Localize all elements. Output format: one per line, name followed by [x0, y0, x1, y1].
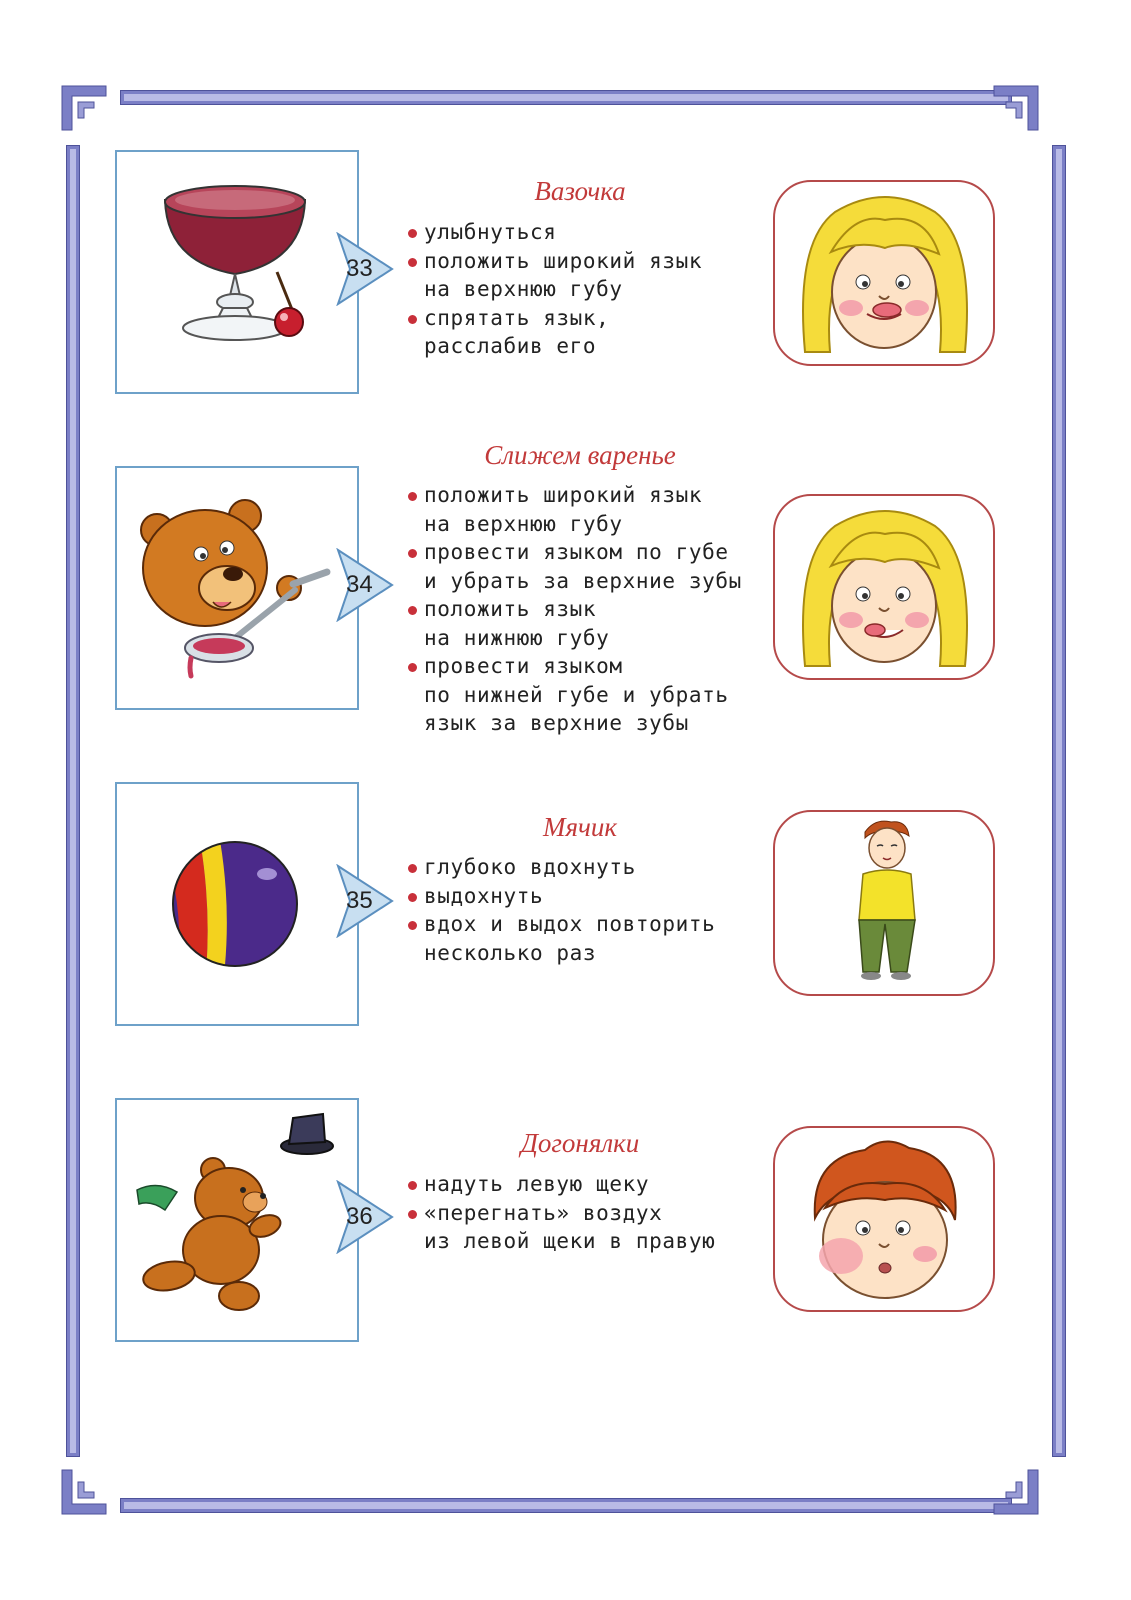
step-item — [408, 304, 702, 361]
frame-bottom-bar — [120, 1498, 1012, 1513]
exercise-steps — [408, 481, 742, 738]
step-text: провести языком по губе и убрать за верхние зубы — [424, 540, 742, 593]
step-text: надуть левую щеку — [424, 1172, 650, 1196]
exercise-title: Мячик — [542, 812, 618, 842]
girl-face-icon — [773, 180, 995, 366]
step-item — [408, 910, 715, 967]
exercise-number: 34 — [346, 571, 373, 598]
exercise-steps — [408, 853, 715, 967]
exercise-steps — [408, 1170, 715, 1256]
frame-corner-top-right — [992, 84, 1040, 132]
exercise-number: 33 — [346, 255, 373, 282]
ball-icon — [115, 782, 359, 1026]
frame-top-bar — [120, 90, 1012, 105]
frame-left-bar — [66, 145, 80, 1457]
frame-right-bar — [1052, 145, 1066, 1457]
step-text: улыбнуться — [424, 220, 557, 244]
step-text: «перегнать» воздух из левой щеки в правую — [424, 1200, 716, 1253]
frame-corner-bottom-left — [60, 1468, 108, 1516]
step-item — [408, 481, 742, 538]
boy-breathing-icon — [773, 810, 995, 996]
step-item — [408, 595, 742, 652]
boy-puffed-cheek-icon — [773, 1126, 995, 1312]
step-item — [408, 538, 742, 595]
frame-corner-top-left — [60, 84, 108, 132]
teddy-bear-icon — [115, 1098, 359, 1342]
step-item — [408, 882, 715, 911]
step-text: положить язык на нижнюю губу — [424, 597, 610, 650]
step-text: вдох и выдох повторить несколько раз — [424, 912, 716, 965]
exercise-steps — [408, 218, 702, 361]
step-item — [408, 853, 715, 882]
step-text: выдохнуть — [424, 883, 544, 908]
step-text: спрятать язык, расслабив его — [424, 305, 610, 358]
exercise-title: Слижем варенье — [484, 440, 676, 470]
exercise-title: Вазочка — [534, 176, 626, 206]
frame-corner-bottom-right — [992, 1468, 1040, 1516]
dessert-glass-icon — [115, 150, 359, 394]
exercise-number: 35 — [346, 887, 373, 914]
step-text: глубоко вдохнуть — [424, 855, 636, 879]
step-item — [408, 1199, 715, 1256]
bear-jam-icon — [115, 466, 359, 710]
step-item — [408, 218, 702, 247]
step-item — [408, 652, 742, 738]
step-item — [408, 1170, 715, 1199]
step-text: положить широкий язык на верхнюю губу — [424, 483, 703, 536]
exercise-number: 36 — [346, 1203, 373, 1230]
exercise-title: Догонялки — [520, 1128, 640, 1158]
step-text: положить широкий язык на верхнюю губу — [424, 248, 703, 301]
girl-face-icon — [773, 494, 995, 680]
step-text: провести языком по нижней губе и убрать язык за верхние зубы — [424, 654, 729, 735]
step-item — [408, 247, 702, 304]
